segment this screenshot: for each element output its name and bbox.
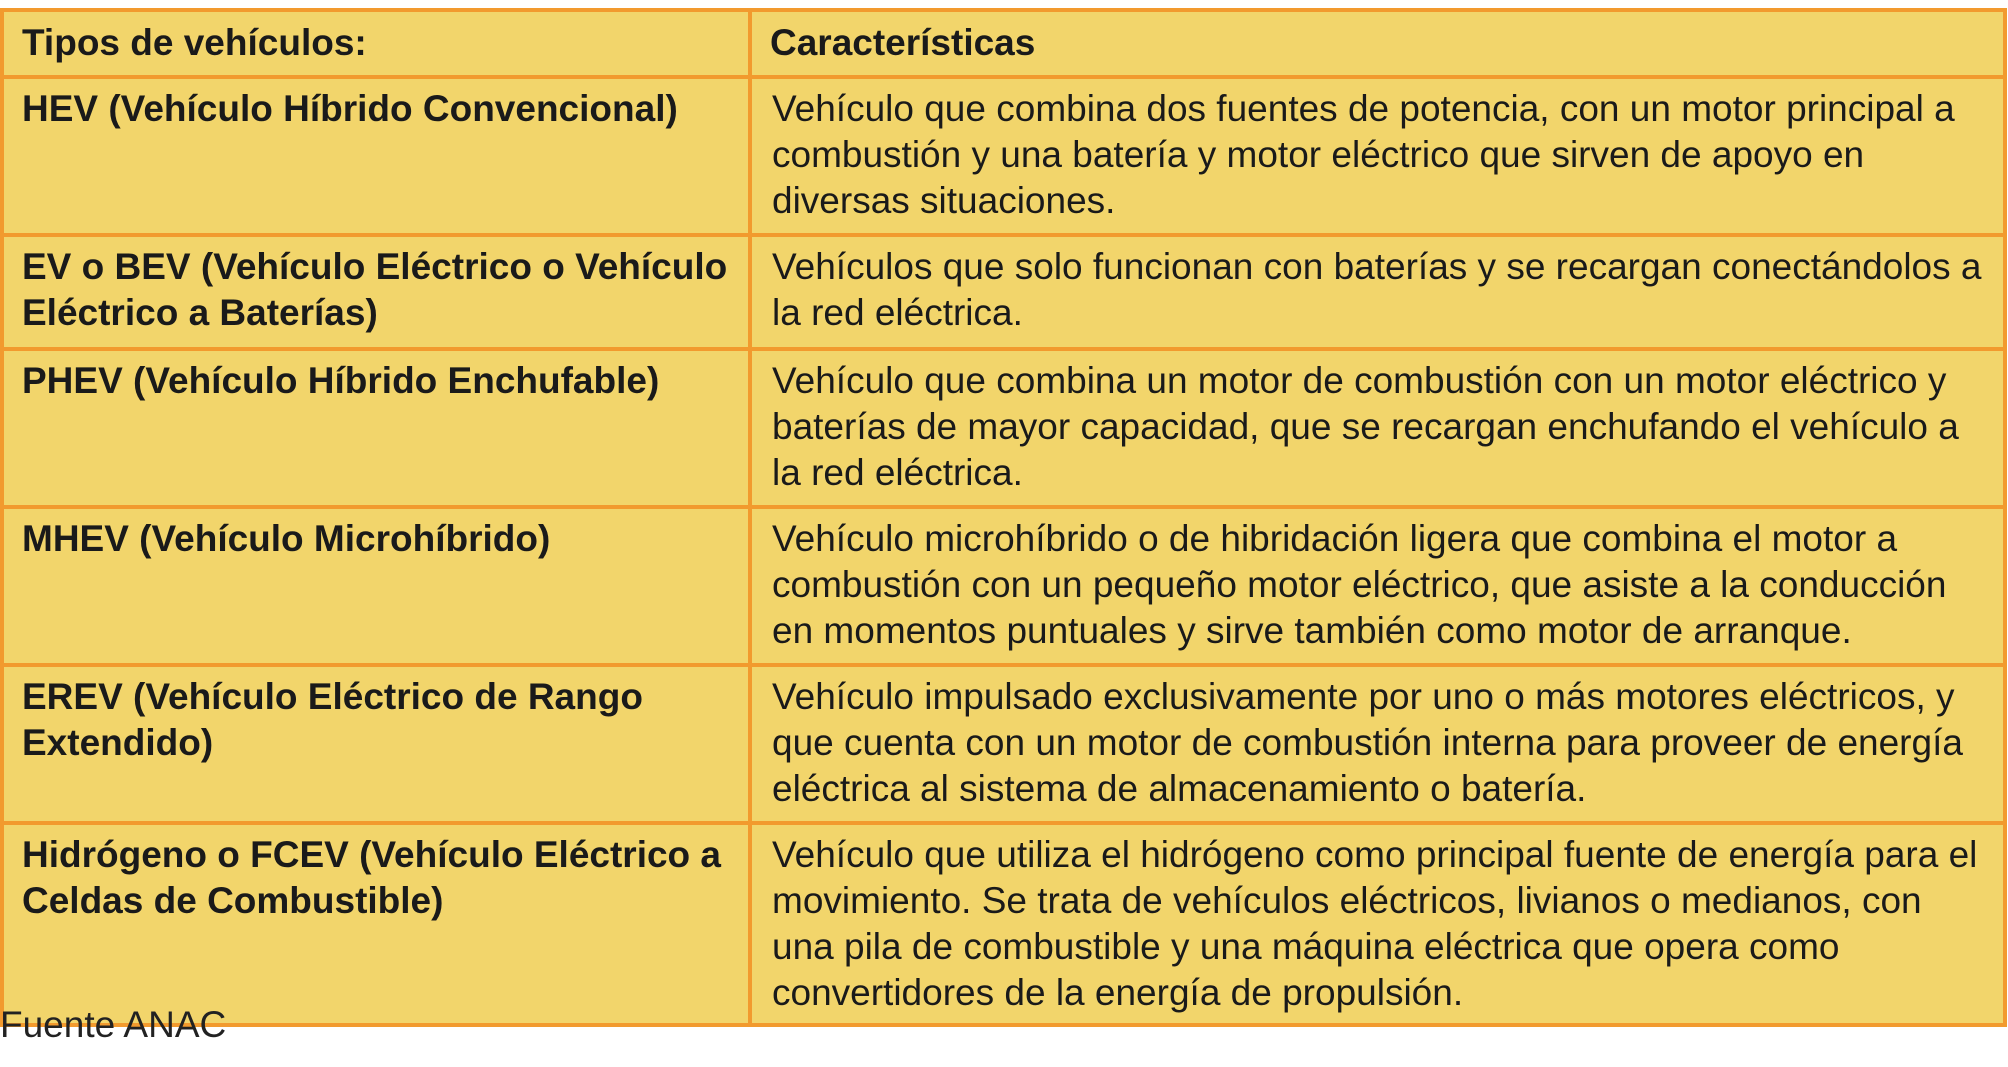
table-row bbox=[2, 235, 2005, 349]
source-caption: Fuente ANAC bbox=[0, 1004, 227, 1045]
vehicle-type-cell: PHEV (Vehículo Híbrido Enchufable) bbox=[2, 349, 750, 507]
vehicle-type-cell: EREV (Vehículo Eléctrico de Rango Extendido) bbox=[2, 665, 750, 823]
vehicle-type-cell: EV o BEV (Vehículo Eléctrico o Vehículo Eléctrico a Baterías) bbox=[2, 235, 750, 349]
vehicle-description-cell: Vehículos que solo funcionan con baterías y se recargan conectándolos a la red eléctrica. bbox=[750, 235, 2005, 349]
header-vehicle-types: Tipos de vehículos: bbox=[2, 10, 750, 77]
vehicle-type-cell: HEV (Vehículo Híbrido Convencional) bbox=[2, 77, 750, 235]
vehicle-type-cell: Hidrógeno o FCEV (Vehículo Eléctrico a Celdas de Combustible) bbox=[2, 823, 750, 1025]
vehicle-description-cell: Vehículo que combina un motor de combustión con un motor eléctrico y baterías de mayor capacidad, que se recargan enchufando el vehículo a la red eléctrica. bbox=[750, 349, 2005, 507]
vehicle-description-cell: Vehículo impulsado exclusivamente por uno o más motores eléctricos, y que cuenta con un motor de combustión interna para proveer de energía eléctrica al sistema de almacenamiento o batería. bbox=[750, 665, 2005, 823]
vehicle-type-cell: MHEV (Vehículo Microhíbrido) bbox=[2, 507, 750, 665]
vehicle-description-cell: Vehículo que utiliza el hidrógeno como principal fuente de energía para el movimiento. Se trata de vehículos eléctricos, livianos o medianos, con una pila de combustible y una máquina eléctrica que opera como convertidores de la energía de propulsión. bbox=[750, 823, 2005, 1025]
table-row bbox=[2, 665, 2005, 823]
table-row bbox=[2, 507, 2005, 665]
table-row bbox=[2, 77, 2005, 235]
vehicle-types-table-container bbox=[0, 8, 2003, 1027]
header-characteristics: Características bbox=[750, 10, 2005, 77]
table-row bbox=[2, 823, 2005, 1025]
table-header-row bbox=[2, 10, 2005, 77]
vehicle-description-cell: Vehículo microhíbrido o de hibridación ligera que combina el motor a combustión con un pequeño motor eléctrico, que asiste a la conducción en momentos puntuales y sirve también como motor de arranque. bbox=[750, 507, 2005, 665]
table-row bbox=[2, 349, 2005, 507]
vehicle-types-table bbox=[0, 8, 2007, 1027]
vehicle-description-cell: Vehículo que combina dos fuentes de potencia, con un motor principal a combustión y una batería y motor eléctrico que sirven de apoyo en diversas situaciones. bbox=[750, 77, 2005, 235]
